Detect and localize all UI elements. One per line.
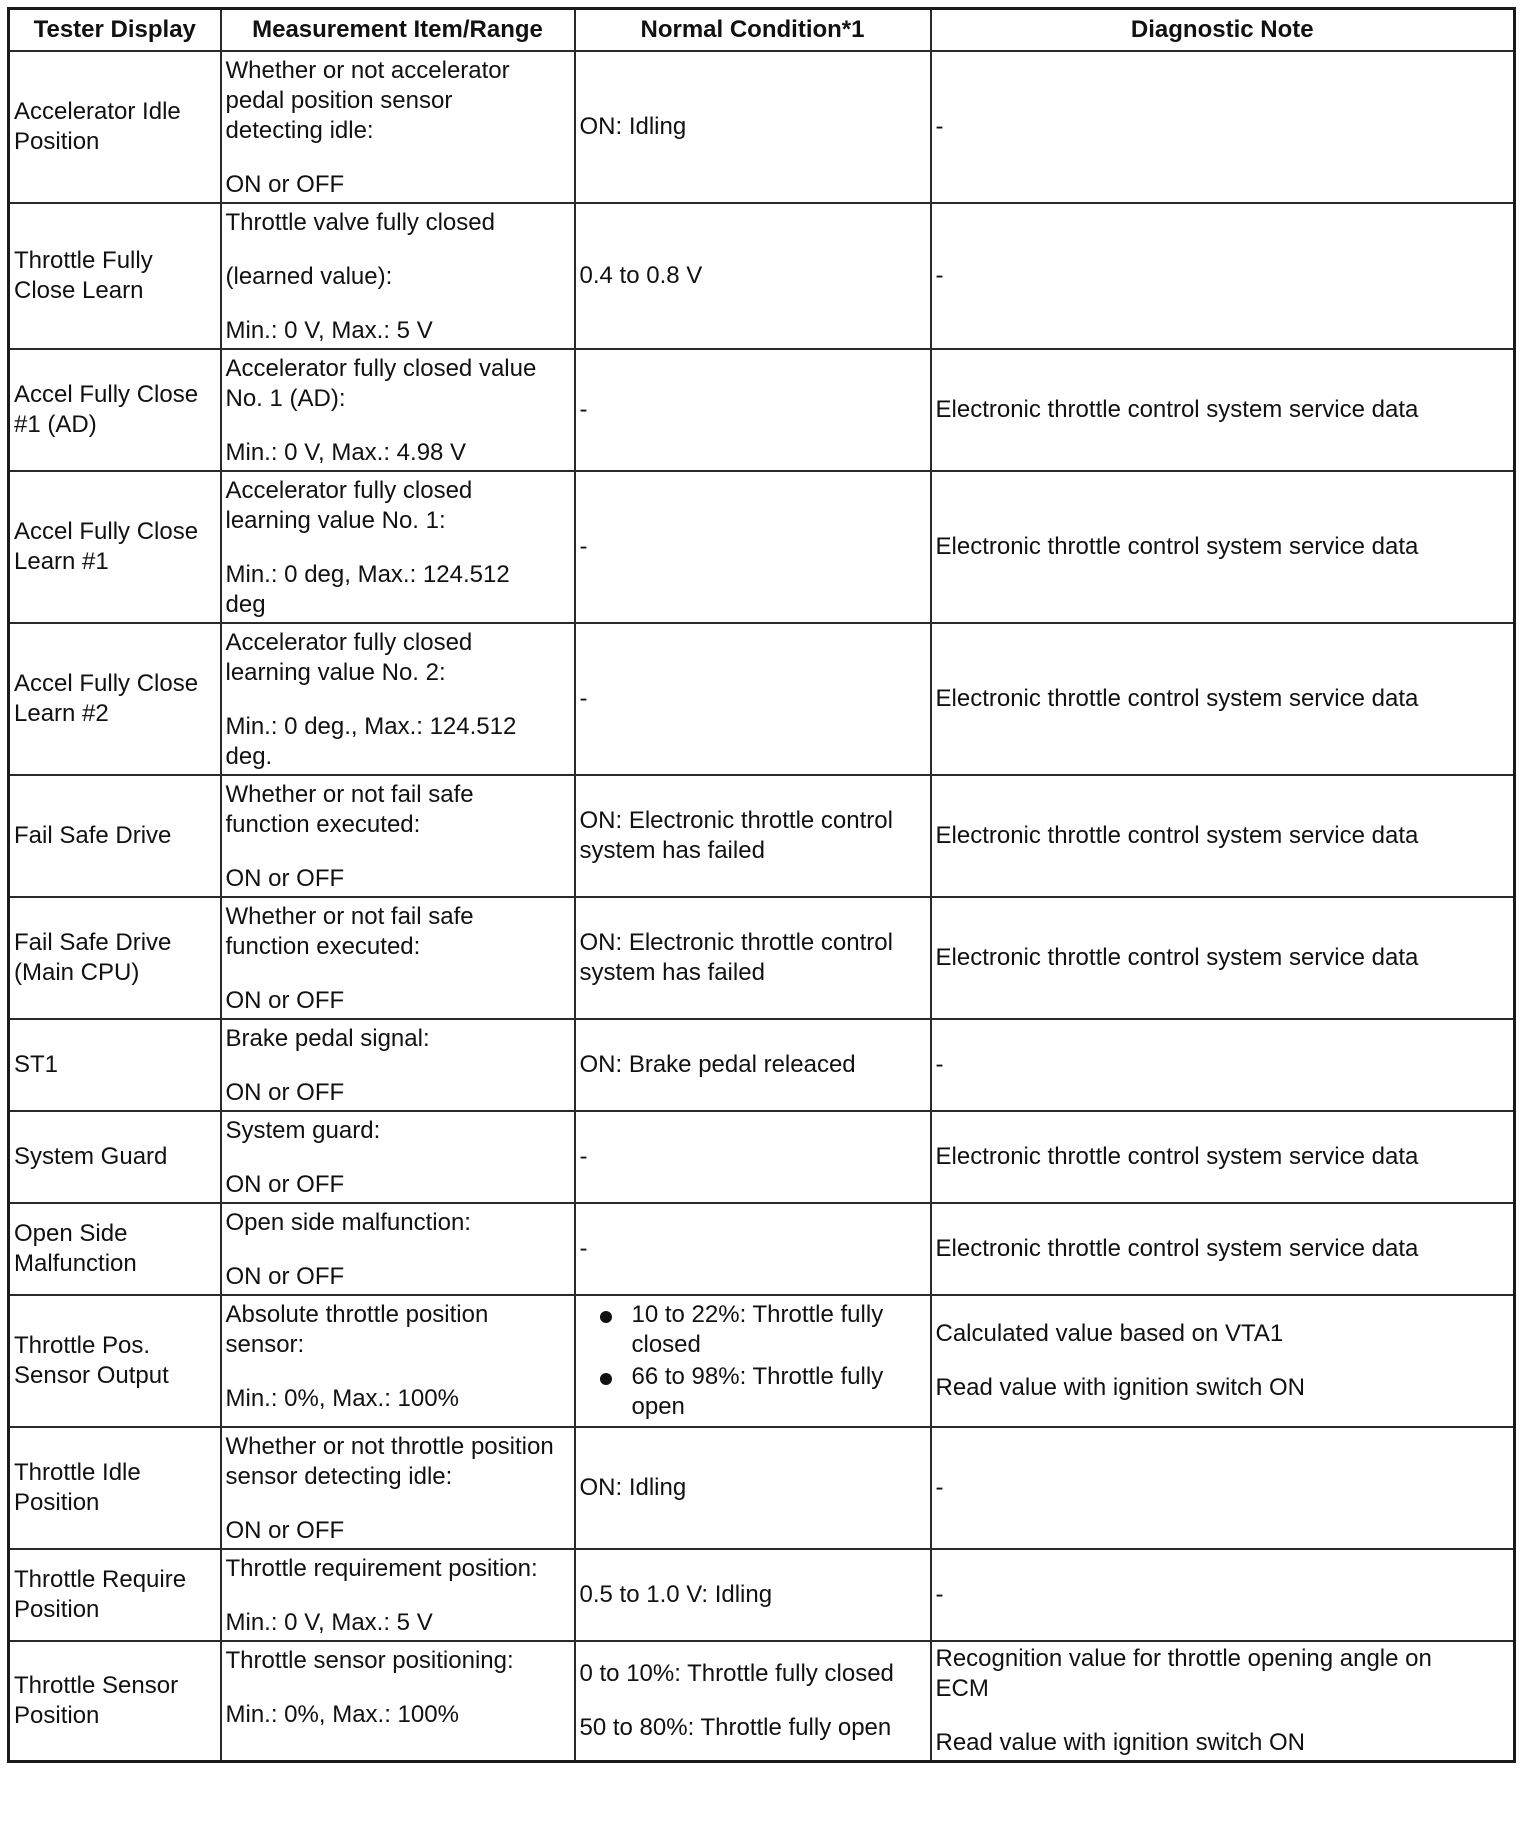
cell-text-line: Throttle valve fully closed bbox=[225, 209, 495, 236]
cell-text-line: Throttle Fully bbox=[14, 247, 153, 274]
cell-text-line: Whether or not fail safe bbox=[225, 903, 474, 930]
cell-normal-condition bbox=[575, 1295, 931, 1427]
cell-text-line: Min.: 0 deg., Max.: 124.512 bbox=[225, 713, 517, 740]
cell-tester-display bbox=[9, 1203, 221, 1295]
cell-normal-condition bbox=[575, 1019, 931, 1111]
table-row bbox=[9, 1641, 1515, 1762]
line-gap bbox=[226, 1492, 570, 1516]
cell-normal-condition bbox=[575, 623, 931, 775]
cell-diagnostic-note bbox=[931, 203, 1515, 349]
cell-tester-display bbox=[9, 897, 221, 1019]
cell-text-line: deg bbox=[225, 591, 266, 618]
cell-text-line: Throttle Pos. bbox=[14, 1332, 151, 1359]
cell-text-line: Whether or not accelerator bbox=[225, 57, 510, 84]
table-body bbox=[9, 51, 1515, 1762]
cell-normal-condition bbox=[575, 471, 931, 623]
cell-text-line: 0.5 to 1.0 V: Idling bbox=[579, 1581, 773, 1608]
cell-text-line: Recognition value for throttle opening angle on bbox=[935, 1645, 1432, 1672]
table-row bbox=[9, 1203, 1515, 1295]
cell-text-line: 50 to 80%: Throttle fully open bbox=[579, 1714, 892, 1741]
cell-text-line: ON or OFF bbox=[225, 1517, 345, 1544]
cell-text-line: Absolute throttle position bbox=[225, 1301, 489, 1328]
cell-diagnostic-note bbox=[931, 897, 1515, 1019]
cell-text-line: Accelerator fully closed bbox=[225, 477, 473, 504]
line-gap bbox=[226, 1584, 570, 1608]
cell-text-line: Fail Safe Drive bbox=[14, 822, 172, 849]
line-gap bbox=[226, 292, 570, 316]
cell-text-line: ON or OFF bbox=[225, 171, 345, 198]
table-row bbox=[9, 471, 1515, 623]
cell-text-line: Accel Fully Close bbox=[14, 518, 199, 545]
cell-measurement-item bbox=[221, 471, 575, 623]
cell-tester-display bbox=[9, 1549, 221, 1641]
header-row bbox=[9, 9, 1515, 52]
cell-normal-condition bbox=[575, 1203, 931, 1295]
cell-text-line: system has failed bbox=[579, 837, 765, 864]
cell-measurement-item bbox=[221, 349, 575, 471]
cell-text-line: Electronic throttle control system service data bbox=[935, 396, 1419, 423]
line-gap bbox=[226, 414, 570, 438]
cell-text-line: learning value No. 1: bbox=[225, 507, 446, 534]
cell-diagnostic-note bbox=[931, 623, 1515, 775]
cell-text-line: system has failed bbox=[579, 959, 765, 986]
cell-tester-display bbox=[9, 471, 221, 623]
cell-measurement-item bbox=[221, 623, 575, 775]
bullet-item bbox=[596, 1300, 926, 1360]
line-gap bbox=[226, 146, 570, 170]
cell-text-line: Min.: 0%, Max.: 100% bbox=[225, 1701, 459, 1728]
cell-text-line: pedal position sensor bbox=[225, 87, 453, 114]
cell-text-line: Electronic throttle control system service data bbox=[935, 685, 1419, 712]
cell-measurement-item bbox=[221, 1427, 575, 1549]
cell-text-line: Throttle sensor positioning: bbox=[225, 1647, 514, 1674]
cell-text-line: ON or OFF bbox=[225, 1171, 345, 1198]
cell-text-line: Calculated value based on VTA1 bbox=[935, 1320, 1284, 1347]
cell-text-line: Electronic throttle control system service data bbox=[935, 533, 1419, 560]
cell-text-line: (Main CPU) bbox=[14, 959, 140, 986]
cell-text-line: closed bbox=[631, 1331, 701, 1358]
cell-diagnostic-note bbox=[931, 1019, 1515, 1111]
cell-text-line: Learn #2 bbox=[14, 700, 109, 727]
cell-text-line: Min.: 0 V, Max.: 4.98 V bbox=[225, 439, 467, 466]
cell-normal-condition bbox=[575, 1111, 931, 1203]
line-gap bbox=[226, 1676, 570, 1700]
cell-text-line: Electronic throttle control system service data bbox=[935, 944, 1419, 971]
cell-text-line: Min.: 0 V, Max.: 5 V bbox=[225, 317, 433, 344]
cell-text-line: - bbox=[935, 1581, 944, 1608]
cell-measurement-item bbox=[221, 1111, 575, 1203]
cell-text-line: System guard: bbox=[225, 1117, 381, 1144]
cell-text-line: Position bbox=[14, 128, 100, 155]
cell-text-line: ST1 bbox=[14, 1051, 59, 1078]
cell-text-line: - bbox=[935, 1474, 944, 1501]
line-gap bbox=[936, 1704, 1510, 1728]
line-gap bbox=[226, 688, 570, 712]
cell-text-line: - bbox=[935, 262, 944, 289]
cell-tester-display bbox=[9, 775, 221, 897]
cell-text-line: Throttle requirement position: bbox=[225, 1555, 538, 1582]
cell-text-line: deg. bbox=[225, 743, 273, 770]
cell-diagnostic-note bbox=[931, 1295, 1515, 1427]
line-gap bbox=[226, 1146, 570, 1170]
cell-text-line: Min.: 0%, Max.: 100% bbox=[225, 1385, 459, 1412]
service-data-table bbox=[7, 7, 1516, 1763]
table-row bbox=[9, 897, 1515, 1019]
cell-tester-display bbox=[9, 1111, 221, 1203]
bullet-dot-icon bbox=[600, 1373, 612, 1385]
header-diagnostic-note: Diagnostic Note bbox=[931, 9, 1515, 52]
table-row bbox=[9, 775, 1515, 897]
cell-normal-condition bbox=[575, 1427, 931, 1549]
cell-tester-display bbox=[9, 203, 221, 349]
bullet-item bbox=[596, 1362, 926, 1422]
cell-text-line: ECM bbox=[935, 1675, 989, 1702]
cell-tester-display bbox=[9, 1295, 221, 1427]
cell-text-line: Fail Safe Drive bbox=[14, 929, 172, 956]
cell-text-line: Electronic throttle control system service data bbox=[935, 822, 1419, 849]
cell-text-line: 10 to 22%: Throttle fully bbox=[631, 1301, 884, 1328]
cell-tester-display bbox=[9, 349, 221, 471]
cell-measurement-item bbox=[221, 1295, 575, 1427]
cell-measurement-item bbox=[221, 1203, 575, 1295]
cell-text-line: (learned value): bbox=[225, 263, 393, 290]
cell-text-line: ON: Electronic throttle control bbox=[579, 929, 893, 956]
cell-text-line: ON or OFF bbox=[225, 865, 345, 892]
cell-text-line: ON or OFF bbox=[225, 987, 345, 1014]
cell-normal-condition bbox=[575, 349, 931, 471]
cell-diagnostic-note bbox=[931, 51, 1515, 203]
cell-text-line: Position bbox=[14, 1596, 100, 1623]
cell-tester-display bbox=[9, 1427, 221, 1549]
cell-measurement-item bbox=[221, 897, 575, 1019]
cell-text-line: - bbox=[579, 1143, 588, 1170]
cell-text-line: Min.: 0 deg, Max.: 124.512 bbox=[225, 561, 510, 588]
cell-text-line: Accel Fully Close bbox=[14, 381, 199, 408]
cell-text-line: Sensor Output bbox=[14, 1362, 169, 1389]
cell-tester-display bbox=[9, 51, 221, 203]
cell-text-line: Throttle Sensor bbox=[14, 1672, 179, 1699]
cell-text-line: - bbox=[579, 685, 588, 712]
cell-text-line: Accelerator fully closed value bbox=[225, 355, 537, 382]
line-gap bbox=[226, 536, 570, 560]
cell-text-line: Malfunction bbox=[14, 1250, 137, 1277]
cell-text-line: Accelerator Idle bbox=[14, 98, 181, 125]
cell-text-line: #1 (AD) bbox=[14, 411, 97, 438]
header-tester-display: Tester Display bbox=[9, 9, 221, 52]
table-row bbox=[9, 1295, 1515, 1427]
line-gap bbox=[226, 238, 570, 262]
cell-text-line: ON: Idling bbox=[579, 113, 687, 140]
cell-text-line: Electronic throttle control system service data bbox=[935, 1143, 1419, 1170]
cell-text-line: ON or OFF bbox=[225, 1263, 345, 1290]
table-row bbox=[9, 51, 1515, 203]
table-row bbox=[9, 349, 1515, 471]
cell-measurement-item bbox=[221, 203, 575, 349]
cell-text-line: Throttle Idle bbox=[14, 1459, 141, 1486]
cell-text-line: Open Side bbox=[14, 1220, 128, 1247]
header-measurement-item: Measurement Item/Range bbox=[221, 9, 575, 52]
cell-tester-display bbox=[9, 623, 221, 775]
line-gap bbox=[226, 1238, 570, 1262]
line-gap bbox=[226, 1360, 570, 1384]
cell-text-line: Position bbox=[14, 1489, 100, 1516]
cell-text-line: function executed: bbox=[225, 933, 421, 960]
cell-measurement-item bbox=[221, 51, 575, 203]
cell-measurement-item bbox=[221, 1549, 575, 1641]
cell-text-line: Open side malfunction: bbox=[225, 1209, 471, 1236]
table-row bbox=[9, 203, 1515, 349]
cell-text-line: Accelerator fully closed bbox=[225, 629, 473, 656]
cell-text-line: Whether or not fail safe bbox=[225, 781, 474, 808]
cell-text-line: Whether or not throttle position bbox=[225, 1433, 554, 1460]
cell-text-line: sensor: bbox=[225, 1331, 305, 1358]
cell-text-line: open bbox=[631, 1393, 685, 1420]
table-row bbox=[9, 623, 1515, 775]
cell-text-line: ON: Brake pedal releaced bbox=[579, 1051, 856, 1078]
cell-text-line: Electronic throttle control system service data bbox=[935, 1235, 1419, 1262]
cell-normal-condition bbox=[575, 1641, 931, 1762]
cell-measurement-item bbox=[221, 1019, 575, 1111]
cell-text-line: 66 to 98%: Throttle fully bbox=[631, 1363, 884, 1390]
cell-text-line: - bbox=[579, 1235, 588, 1262]
line-gap bbox=[226, 962, 570, 986]
table-row bbox=[9, 1427, 1515, 1549]
cell-normal-condition bbox=[575, 897, 931, 1019]
cell-text-line: Close Learn bbox=[14, 277, 144, 304]
line-gap bbox=[936, 1349, 1510, 1373]
cell-text-line: - bbox=[935, 113, 944, 140]
cell-text-line: detecting idle: bbox=[225, 117, 374, 144]
cell-diagnostic-note bbox=[931, 1203, 1515, 1295]
table-row bbox=[9, 1549, 1515, 1641]
cell-diagnostic-note bbox=[931, 1111, 1515, 1203]
line-gap bbox=[580, 1689, 926, 1713]
cell-text-line: System Guard bbox=[14, 1143, 168, 1170]
cell-diagnostic-note bbox=[931, 1427, 1515, 1549]
cell-text-line: Read value with ignition switch ON bbox=[935, 1729, 1306, 1756]
cell-text-line: - bbox=[935, 1051, 944, 1078]
cell-text-line: function executed: bbox=[225, 811, 421, 838]
cell-diagnostic-note bbox=[931, 775, 1515, 897]
cell-text-line: No. 1 (AD): bbox=[225, 385, 346, 412]
cell-text-line: Learn #1 bbox=[14, 548, 109, 575]
cell-measurement-item bbox=[221, 775, 575, 897]
cell-normal-condition bbox=[575, 51, 931, 203]
line-gap bbox=[226, 1054, 570, 1078]
cell-text-line: Position bbox=[14, 1702, 100, 1729]
cell-normal-condition bbox=[575, 1549, 931, 1641]
cell-tester-display bbox=[9, 1019, 221, 1111]
cell-diagnostic-note bbox=[931, 471, 1515, 623]
cell-tester-display bbox=[9, 1641, 221, 1762]
cell-diagnostic-note bbox=[931, 1641, 1515, 1762]
cell-text-line: learning value No. 2: bbox=[225, 659, 446, 686]
line-gap bbox=[226, 840, 570, 864]
cell-text-line: sensor detecting idle: bbox=[225, 1463, 453, 1490]
cell-normal-condition bbox=[575, 775, 931, 897]
cell-text-line: 0.4 to 0.8 V bbox=[579, 262, 703, 289]
cell-measurement-item bbox=[221, 1641, 575, 1762]
table-row bbox=[9, 1019, 1515, 1111]
bullet-list bbox=[580, 1300, 926, 1422]
cell-text-line: ON: Electronic throttle control bbox=[579, 807, 893, 834]
cell-text-line: Accel Fully Close bbox=[14, 670, 199, 697]
cell-text-line: Read value with ignition switch ON bbox=[935, 1374, 1306, 1401]
cell-text-line: ON: Idling bbox=[579, 1474, 687, 1501]
cell-text-line: Throttle Require bbox=[14, 1566, 187, 1593]
cell-normal-condition bbox=[575, 203, 931, 349]
header-normal-condition: Normal Condition*1 bbox=[575, 9, 931, 52]
cell-text-line: Brake pedal signal: bbox=[225, 1025, 430, 1052]
cell-text-line: ON or OFF bbox=[225, 1079, 345, 1106]
table-row bbox=[9, 1111, 1515, 1203]
cell-diagnostic-note bbox=[931, 349, 1515, 471]
cell-text-line: 0 to 10%: Throttle fully closed bbox=[579, 1660, 894, 1687]
cell-text-line: - bbox=[579, 533, 588, 560]
cell-text-line: - bbox=[579, 396, 588, 423]
bullet-dot-icon bbox=[600, 1311, 612, 1323]
cell-diagnostic-note bbox=[931, 1549, 1515, 1641]
cell-text-line: Min.: 0 V, Max.: 5 V bbox=[225, 1609, 433, 1636]
